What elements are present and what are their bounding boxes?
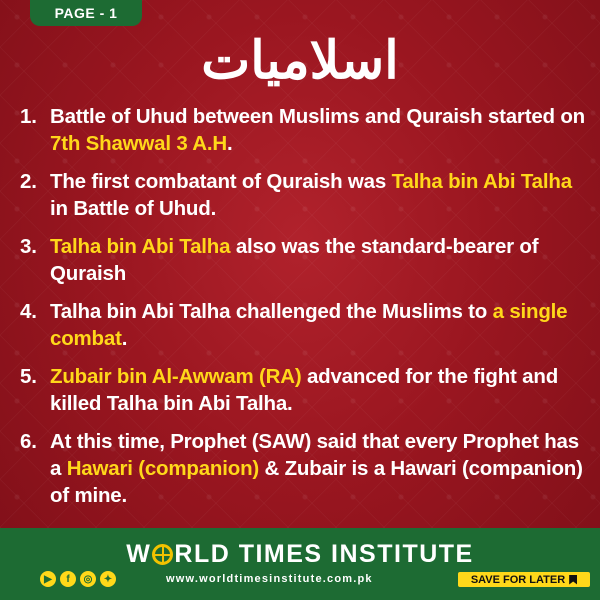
footer-bar [0, 528, 600, 600]
youtube-icon[interactable]: ▶ [40, 571, 56, 587]
item-text [50, 168, 590, 222]
facebook-icon[interactable]: f [60, 571, 76, 587]
highlighted-text: a single combat [50, 300, 568, 350]
text-segment: . [121, 327, 128, 350]
save-label: SAVE FOR LATER [470, 573, 566, 586]
list-item [20, 103, 590, 157]
text-segment: Battle of Uhud between Muslims and Quraish started on [50, 105, 585, 128]
text-segment: The first combatant of Quraish was [50, 170, 392, 193]
twitter-icon[interactable]: ✦ [100, 571, 116, 587]
item-text [50, 233, 590, 287]
item-text [50, 363, 590, 417]
item-number: 4. [20, 300, 37, 323]
save-for-later-button[interactable] [458, 572, 590, 587]
globe-icon [152, 544, 173, 565]
highlighted-text: Talha bin Abi Talha [50, 235, 231, 258]
brand-name [0, 540, 600, 569]
text-segment: At this time, Prophet (SAW) said that every Prophet has a [50, 430, 579, 480]
facts-list [20, 103, 590, 520]
website-url[interactable]: www.worldtimesinstitute.com.pk [166, 573, 373, 585]
highlighted-text: Hawari (companion) [66, 457, 260, 480]
social-icons [40, 571, 116, 587]
brand-suffix: RLD TIMES INSTITUTE [174, 540, 474, 568]
brand-prefix: W [126, 540, 152, 568]
bookmark-icon [569, 575, 577, 585]
item-number: 5. [20, 365, 37, 388]
item-text [50, 103, 590, 157]
item-number: 6. [20, 430, 37, 453]
item-text [50, 298, 590, 352]
list-item [20, 428, 590, 509]
highlighted-text: 7th Shawwal 3 A.H [50, 132, 227, 155]
list-item [20, 233, 590, 287]
urdu-heading: اسلامیات [201, 30, 399, 91]
text-segment: in Battle of Uhud. [50, 197, 217, 220]
text-segment: Talha bin Abi Talha challenged the Muslims to [50, 300, 493, 323]
text-segment: also was the standard-bearer of Quraish [50, 235, 539, 285]
item-text [50, 428, 590, 509]
item-number: 1. [20, 105, 37, 128]
text-segment: . [226, 132, 233, 155]
list-item [20, 168, 590, 222]
item-number: 3. [20, 235, 37, 258]
list-item [20, 298, 590, 352]
highlighted-text: Talha bin Abi Talha [391, 170, 572, 193]
page-badge: PAGE - 1 [30, 0, 142, 26]
instagram-icon[interactable]: ◎ [80, 571, 96, 587]
text-segment: & Zubair is a Hawari (companion) of mine. [50, 457, 583, 507]
highlighted-text: Zubair bin Al-Awwam (RA) [50, 365, 302, 388]
text-segment: advanced for the fight and killed Talha bin Abi Talha. [50, 365, 559, 415]
item-number: 2. [20, 170, 37, 193]
list-item [20, 363, 590, 417]
